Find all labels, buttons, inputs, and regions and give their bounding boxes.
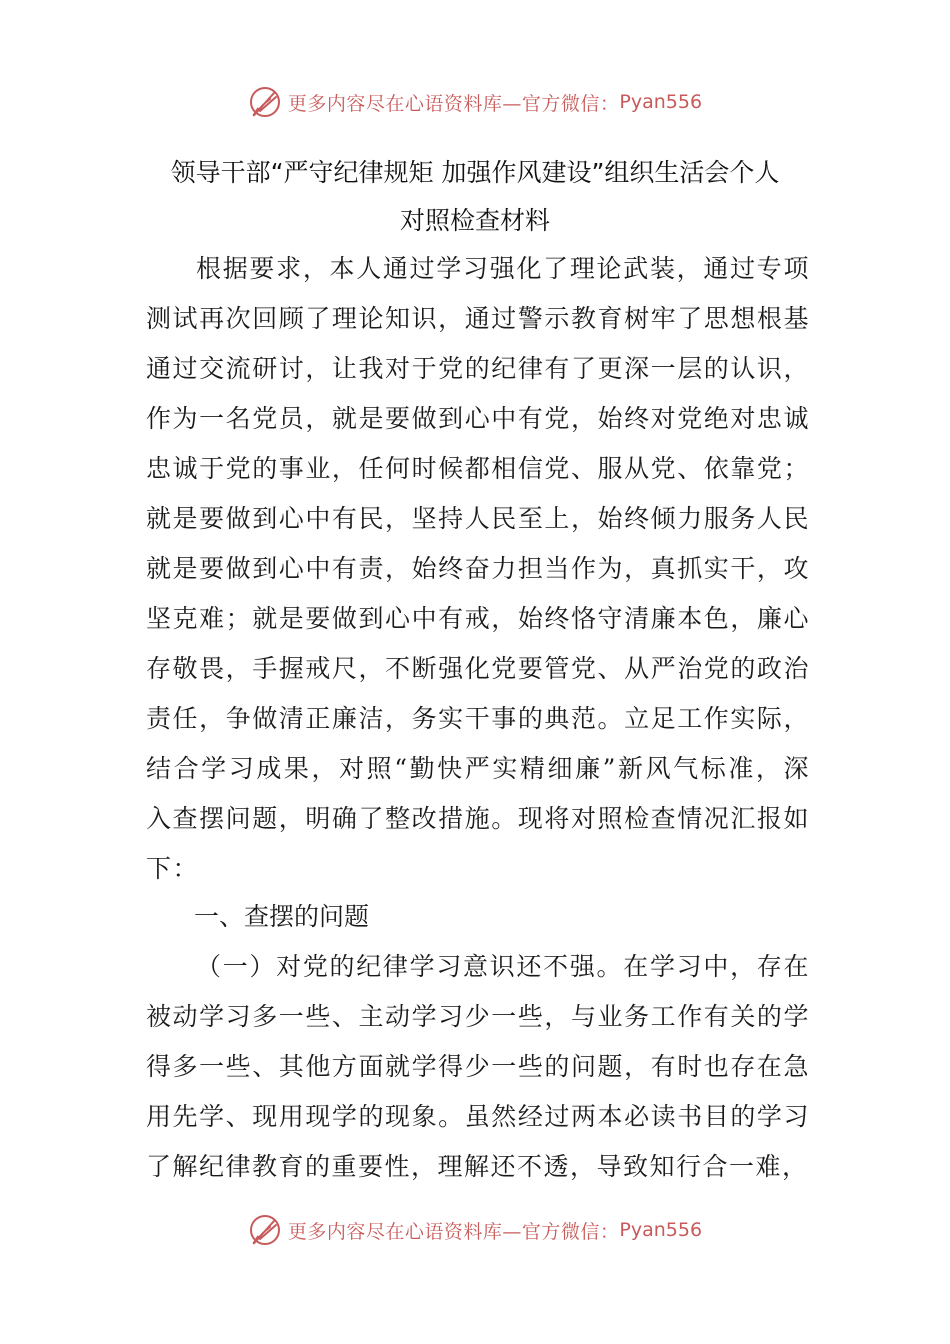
banner-wechat-id: Pyan556 [619, 91, 703, 113]
banner-text: 更多内容尽在心语资料库—官方微信： [287, 92, 620, 115]
document-title-line1: 领导干部“严守纪律规矩 加强作风建设”组织生活会个人 [170, 158, 780, 187]
footer-watermark-banner [0, 1210, 950, 1250]
section-heading-problems: 一、查摆的问题 [194, 902, 370, 931]
banner-text: 更多内容尽在心语资料库—官方微信： [287, 1220, 620, 1243]
document-title-line2: 对照检查材料 [399, 206, 550, 235]
header-watermark-banner [0, 82, 950, 122]
quill-pen-logo-icon [248, 85, 282, 119]
banner-wechat-id: Pyan556 [619, 1219, 703, 1241]
quill-pen-logo-icon [248, 1213, 282, 1247]
body-paragraph-intro: 根据要求，本人通过学习强化了理论武装，通过专项测试再次回顾了理论知识，通过警示教育树牢了思想根基通过交流研讨，让我对于党的纪律有了更深一层的认识，作为一名党员，就是要做到心中有党，始终对党绝对忠诚忠诚于党的事业，任何时候都相信党、服从党、依靠党；就是要做到心中有民，坚持人民至上，始终倾力服务人民就是要做到心中有责，始终奋力担当作为，真抓实干，攻坚克难；就是要做到心中有戒，始终恪守清廉本色，廉心存敬畏，手握戒尺，不断强化党要管党、从严治党的政治责任，争做清正廉洁，务实干事的典范。立足工作实际，结合学习成果，对照“勤快严实精细廉”新风气标准，深入查摆问题，明确了整改措施。现将对照检查情况汇报如下： [146, 254, 810, 883]
body-paragraph-problem-1: （一）对党的纪律学习意识还不强。在学习中，存在被动学习多一些、主动学习少一些，与业务工作有关的学得多一些、其他方面就学得少一些的问题，有时也存在急用先学、现用现学的现象。虽然经过两本必读书目的学习了解纪律教育的重要性，理解还不透，导致知行合一难， [146, 952, 810, 1181]
